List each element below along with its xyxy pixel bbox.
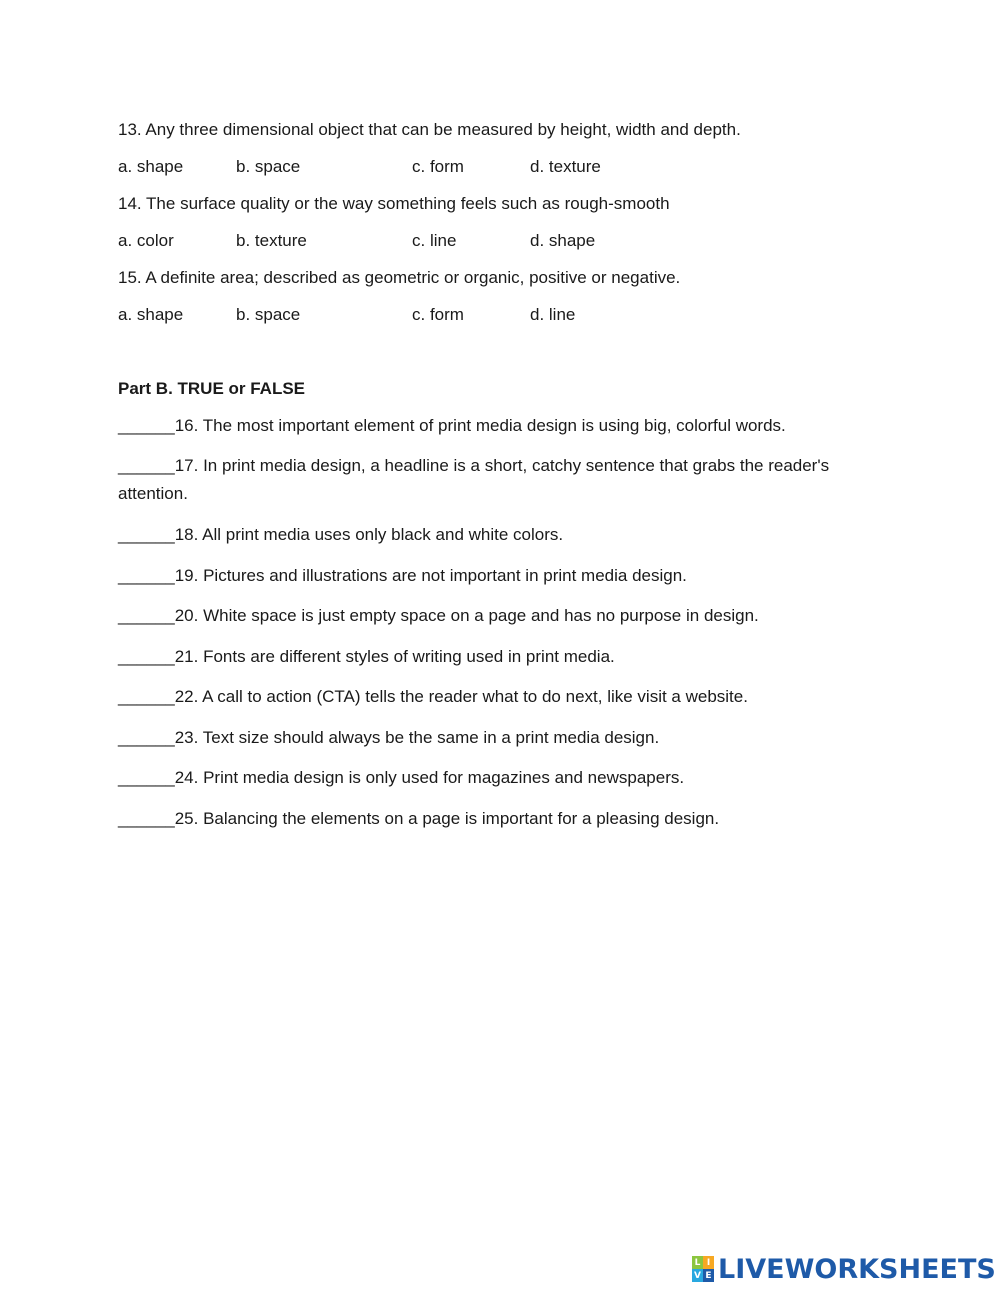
q13-option-b: b. space [236,157,301,176]
question-14: 14. The surface quality or the way something feels such as rough-smooth [118,194,670,213]
q13-option-a: a. shape [118,157,184,176]
tf-item-16: ______16. The most important element of print media design is using big, colorful words. [118,416,786,435]
question-15: 15. A definite area; described as geometric or organic, positive or negative. [118,268,681,287]
logo-mark-i: I [703,1256,714,1269]
q14-option-a: a. color [118,231,174,250]
q15-option-d: d. line [530,305,576,324]
q14-option-c: c. line [412,231,457,250]
q15-option-a: a. shape [118,305,184,324]
part-b-title: Part B. TRUE or FALSE [118,379,306,398]
q14-option-d: d. shape [530,231,596,250]
q15-option-b: b. space [236,305,301,324]
tf-item-18: ______18. All print media uses only black and white colors. [118,525,564,544]
tf-item-25: ______25. Balancing the elements on a page is important for a pleasing design. [118,809,720,828]
q15-option-c: c. form [412,305,464,324]
tf-item-20: ______20. White space is just empty space on a page and has no purpose in design. [118,606,759,625]
logo-mark-v: V [692,1269,703,1282]
tf-item-17: ______17. In print media design, a headline is a short, catchy sentence that grabs the reader's attention. [118,456,830,503]
q13-option-d: d. texture [530,157,601,176]
tf-item-19: ______19. Pictures and illustrations are not important in print media design. [118,566,687,585]
liveworksheets-logo-icon [692,1256,714,1282]
logo-text: LIVEWORKSHEETS [718,1253,996,1285]
tf-item-24: ______24. Print media design is only used for magazines and newspapers. [118,768,685,787]
tf-item-21: ______21. Fonts are different styles of writing used in print media. [118,647,615,666]
tf-item-23: ______23. Text size should always be the same in a print media design. [118,728,660,747]
q13-option-c: c. form [412,157,464,176]
tf-item-22: ______22. A call to action (CTA) tells the reader what to do next, like visit a website. [118,687,748,706]
q14-option-b: b. texture [236,231,307,250]
question-13: 13. Any three dimensional object that can be measured by height, width and depth. [118,120,741,139]
logo-mark-l: L [692,1256,703,1269]
liveworksheets-logo [692,1253,996,1285]
logo-mark-e: E [703,1269,714,1282]
